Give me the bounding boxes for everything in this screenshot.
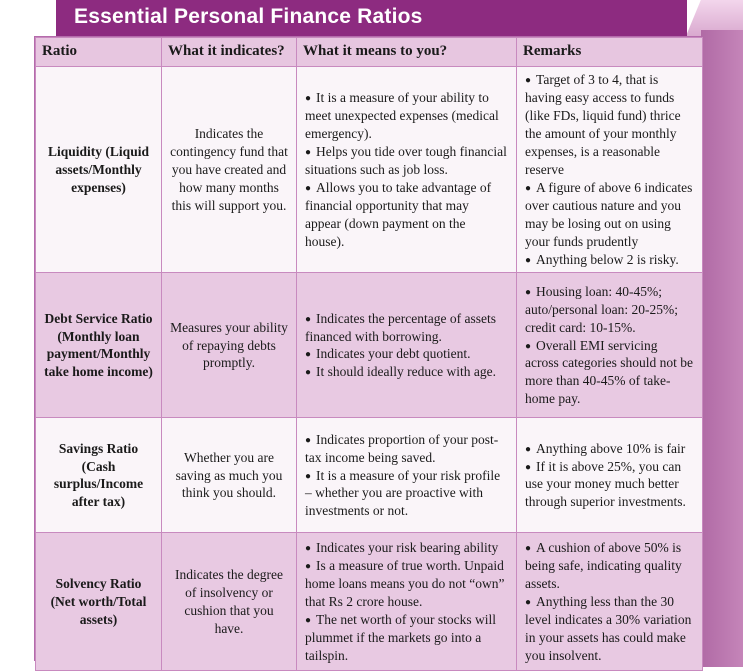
indicates-cell: Whether you are saving as much you think you should. <box>162 418 297 533</box>
list-item: ● A cushion of above 50% is being safe, indicating quality assets. <box>525 539 694 593</box>
ratio-cell: Liquidity (Liquid assets/Monthly expenses) <box>36 67 162 273</box>
indicates-cell: Indicates the contingency fund that you have created and how many months this will support you. <box>162 67 297 273</box>
table-row-savings <box>36 418 703 533</box>
list-item: ● Helps you tide over tough financial situations such as job loss. <box>305 143 508 179</box>
list-item: ● A figure of above 6 indicates over cautious nature and you may be losing out on using your funds prudently <box>525 179 694 251</box>
header-remarks: Remarks <box>517 38 703 67</box>
means-cell <box>297 418 517 533</box>
table-row-debt-service <box>36 273 703 418</box>
indicates-cell: Measures your ability of repaying debts promptly. <box>162 273 297 418</box>
header-ratio: Ratio <box>36 38 162 67</box>
means-cell <box>297 533 517 671</box>
list-item: ● Is a measure of true worth. Unpaid home loans means you do not “own” that Rs 2 crore house. <box>305 557 508 611</box>
remarks-cell <box>517 533 703 671</box>
header-what-it-means: What it means to you? <box>297 38 517 67</box>
box-side-face <box>701 30 743 667</box>
indicates-cell: Indicates the degree of insolvency or cushion that you have. <box>162 533 297 671</box>
list-item: ● It is a measure of your risk profile – whether you are proactive with investments or not. <box>305 467 508 521</box>
list-item: ● If it is above 25%, you can use your money much better through superior investments. <box>525 458 694 512</box>
list-item: ● It should ideally reduce with age. <box>305 363 508 381</box>
list-item: ● Anything below 2 is risky. <box>525 251 694 269</box>
list-item: ● Indicates your risk bearing ability <box>305 539 508 557</box>
remarks-cell <box>517 273 703 418</box>
remarks-cell <box>517 418 703 533</box>
means-cell <box>297 67 517 273</box>
header-row <box>36 38 703 67</box>
list-item: ● Target of 3 to 4, that is having easy access to funds (like FDs, liquid fund) thrice the amount of your monthly expenses, is a reasonable reserve <box>525 71 694 179</box>
list-item: ● Anything above 10% is fair <box>525 440 694 458</box>
list-item: ● Indicates your debt quotient. <box>305 345 508 363</box>
list-item: ● Housing loan: 40-45%; auto/personal loan: 20-25%; credit card: 10-15%. <box>525 283 694 337</box>
ratios-table-container <box>34 36 701 661</box>
list-item: ● Anything less than the 30 level indicates a 30% variation in your assets has could make you insolvent. <box>525 593 694 665</box>
list-item: ● Overall EMI servicing across categories should not be more than 40-45% of take-home pay. <box>525 337 694 409</box>
list-item: ● Indicates proportion of your post-tax income being saved. <box>305 431 508 467</box>
ratio-cell: Solvency Ratio (Net worth/Total assets) <box>36 533 162 671</box>
remarks-cell <box>517 67 703 273</box>
list-item: ● Indicates the percentage of assets financed with borrowing. <box>305 310 508 346</box>
page-title: Essential Personal Finance Ratios <box>74 5 423 28</box>
ratio-cell: Debt Service Ratio (Monthly loan payment/Monthly take home income) <box>36 273 162 418</box>
list-item: ● Allows you to take advantage of financial opportunity that may appear (down payment on the house). <box>305 179 508 251</box>
ratios-table <box>35 37 703 671</box>
header-what-it-indicates: What it indicates? <box>162 38 297 67</box>
list-item: ● The net worth of your stocks will plummet if the markets go into a tailspin. <box>305 611 508 665</box>
table-row-liquidity <box>36 67 703 273</box>
list-item: ● It is a measure of your ability to meet unexpected expenses (medical emergency). <box>305 89 508 143</box>
means-cell <box>297 273 517 418</box>
table-row-solvency <box>36 533 703 671</box>
ratio-cell: Savings Ratio (Cash surplus/Income after tax) <box>36 418 162 533</box>
